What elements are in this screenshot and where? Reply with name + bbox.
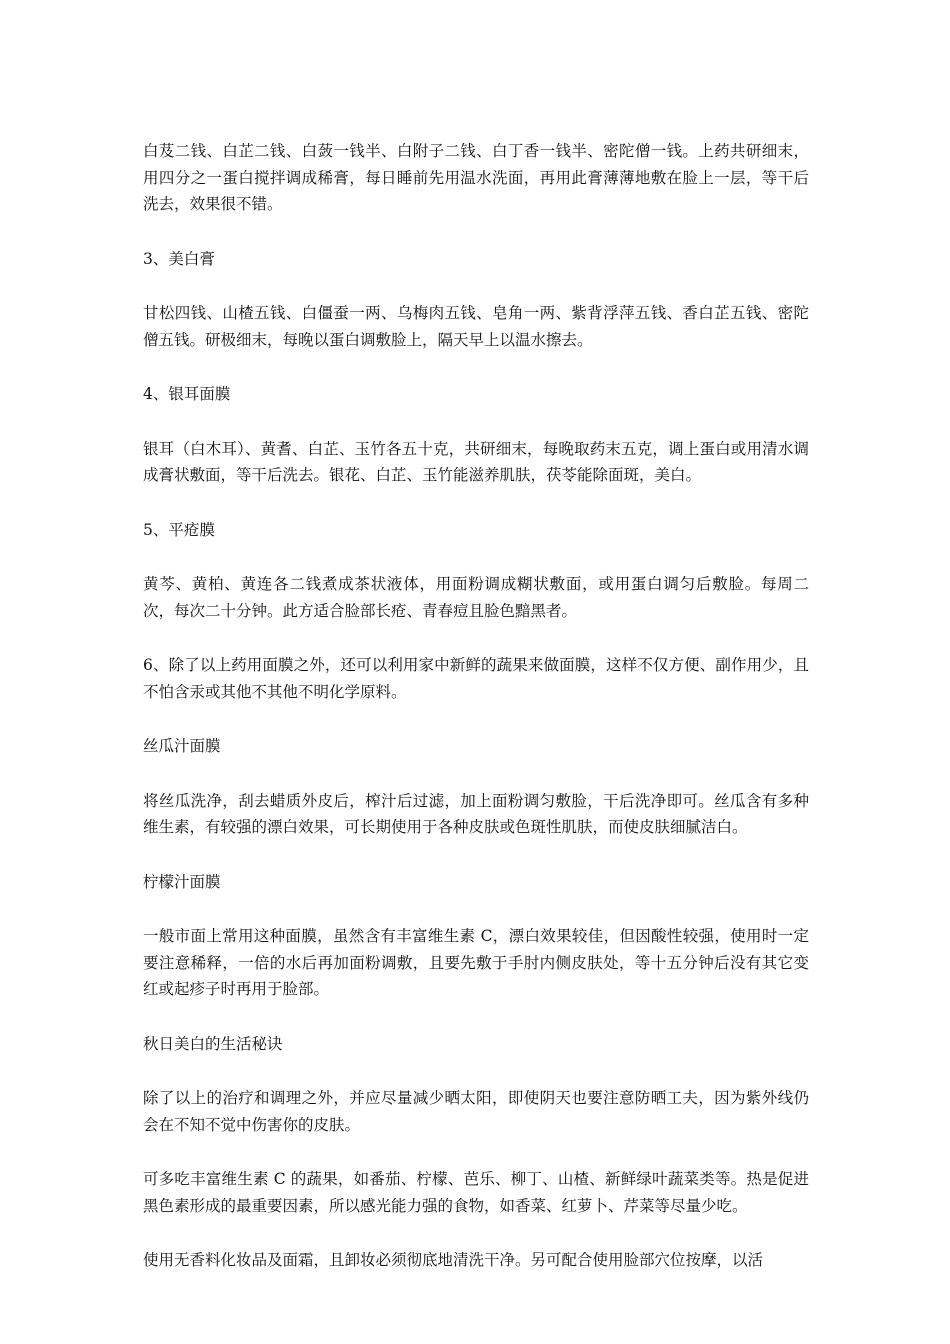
heading-whitening-cream: 3、美白膏: [143, 249, 215, 268]
paragraph-fruit-vegetable-intro: 6、除了以上药用面膜之外，还可以利用家中新鲜的蔬果来做面膜，这样不仅方便、副作用少，且不怕含汞或其他不其他不明化学原料。: [143, 656, 809, 701]
paragraph-lemon-mask-body: 一般市面上常用这种面膜，虽然含有丰富维生素 C，漂白效果较佳，但因酸性较强，使用时一定要注意稀释，一倍的水后再加面粉调敷，且要先敷于手肘内侧皮肤处，等十五分钟后没有其它变红或起疹子时再用于脸部。: [143, 927, 809, 998]
paragraph-sun-protection: 除了以上的治疗和调理之外，并应尽量减少晒太阳，即使阴天也要注意防晒工夫，因为紫外线仍会在不知不觉中伤害你的皮肤。: [143, 1089, 809, 1134]
heading-autumn-tips: 秋日美白的生活秘诀: [143, 1034, 283, 1053]
heading-acne-mask: 5、平疮膜: [143, 520, 215, 539]
heading-tremella-mask: 4、银耳面膜: [143, 385, 231, 403]
heading-lemon-mask: 柠檬汁面膜: [143, 872, 221, 891]
paragraph-vitamin-c-foods: 可多吃丰富维生素 C 的蔬果，如番茄、柠檬、芭乐、柳丁、山楂、新鲜绿叶蔬菜类等。热是促进黑色素形成的最重要因素，所以感光能力强的食物，如香菜、红萝卜、芹菜等尽量少吃。: [143, 1170, 809, 1215]
paragraph-whitening-cream-body: 甘松四钱、山楂五钱、白僵蚕一两、乌梅肉五钱、皂角一两、紫背浮萍五钱、香白芷五钱、密陀僧五钱。研极细末，每晚以蛋白调敷脸上，隔天早上以温水擦去。: [143, 304, 809, 349]
paragraph-tremella-mask-body: 银耳（白木耳）、黄耆、白芷、玉竹各五十克，共研细末，每晚取药末五克，调上蛋白或用清水调成膏状敷面，等干后洗去。银花、白芷、玉竹能滋养肌肤，茯苓能除面斑，美白。: [143, 439, 809, 484]
paragraph-acne-mask-body: 黄芩、黄柏、黄连各二钱煮成茶状液体，用面粉调成糊状敷面，或用蛋白调匀后敷脸。每周二次，每次二十分钟。此方适合脸部长疮、青春痘且脸色黯黑者。: [143, 575, 809, 620]
heading-loofah-mask: 丝瓜汁面膜: [143, 737, 221, 755]
paragraph-loofah-mask-body: 将丝瓜洗净，刮去蜡质外皮后，榨汁后过滤，加上面粉调匀敷脸，干后洗净即可。丝瓜含有多种维生素，有较强的漂白效果，可长期使用于各种皮肤或色斑性肌肤，而使皮肤细腻洁白。: [143, 791, 809, 836]
paragraph-recipe-2-body: 白芨二钱、白芷二钱、白蔹一钱半、白附子二钱、白丁香一钱半、密陀僧一钱。上药共研细末，用四分之一蛋白搅拌调成稀膏，每日睡前先用温水洗面，再用此膏薄薄地敷在脸上一层，等干后洗去，效果很不错。: [143, 142, 809, 213]
document-body: [143, 138, 809, 1302]
paragraph-cosmetics-advice: 使用无香料化妆品及面霜，且卸妆必须彻底地清洗干净。另可配合使用脸部穴位按摩，以活: [143, 1251, 764, 1269]
